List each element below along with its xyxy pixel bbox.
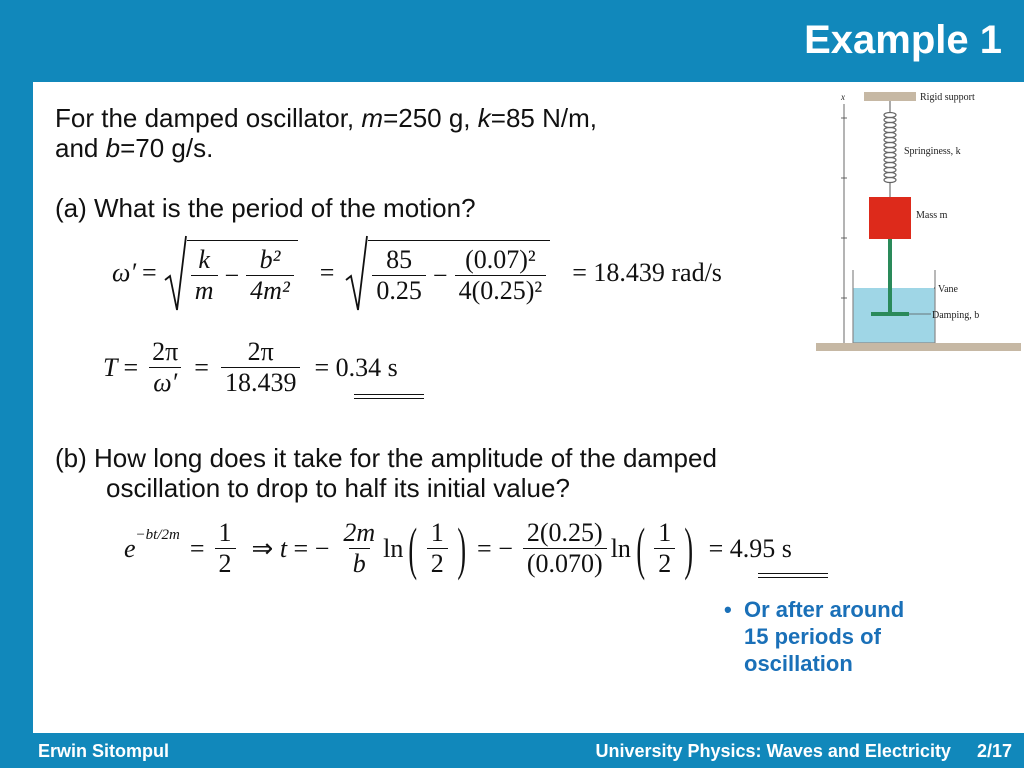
damping-label: Damping, b [932,310,980,321]
bullet-line2: 15 periods of [744,624,881,649]
spring-label: Springiness, k [904,146,961,157]
question-b-line1: (b) How long does it take for the amplitude of the damped [55,443,717,473]
axis-label: x [841,92,845,102]
fraction-k-over-m: $\frac{k}{m}$ [191,245,218,306]
fraction-mass-over-damping: $\frac{2(0.25)}{(0.070)}$ [523,518,607,579]
mass-label: Mass m [916,210,948,221]
damping-value: =70 g/s. [120,133,214,163]
period-symbol: T [103,352,118,382]
fraction-damping-term: $\frac{\text{(0.07)²}}{\text{4(0.25)²}}$ [455,245,547,306]
bullet-line1: Or after around [744,597,905,622]
bullet-icon: • [724,597,732,622]
decay-time-equation: $e^{-bt/2m}$ = $\frac{1}{2}$ ⇒ t = − $\frac{2m}{b}$ ln ( $\frac{1}{2}$ ) = − $\frac{2(0.25)}{(0.070)}$ ln ( $\frac{1}{2}$ ) = 4.95 s [124,516,792,581]
period-result-underline [354,394,424,399]
question-a: (a) What is the period of the motion? [55,193,476,223]
spring-constant-symbol: k [477,103,491,133]
omega-equation: ω′ = $\frac{k}{m}$ − $\frac{\text{b²}}{\text{4m²}}$ = $\frac{85}{0.25}$ − $\frac{\text{(0.07)²}}{\text{4(0.25)²}}$ = 18.439 rad/s [112,232,722,314]
footer-course: University Physics: Waves and Electricity [595,741,951,761]
equals-sign: = [142,258,157,287]
omega-result: = 18.439 rad/s [572,258,722,287]
fraction-one-half-ln2: $\frac{1}{2}$ [654,518,675,579]
fraction-2m-over-b: $\frac{2m}{b}$ [343,518,376,578]
bullet-note [724,596,984,677]
fraction-one-half-ln: $\frac{1}{2}$ [427,518,448,579]
period-equation: T = $\frac{2\pi}{\omega'}$ = $\frac{2\pi}{18.439}$ = 0.34 s [103,337,398,397]
sqrt-icon [344,232,368,314]
slide-title: Example 1 [804,18,1002,62]
footer-info [595,741,1012,762]
fraction-one-half: $\frac{1}{2}$ [215,518,236,579]
time-result: = 4.95 s [708,533,792,563]
intro-text: For the damped oscillator, [55,103,355,133]
period-result: = 0.34 s [314,352,398,382]
fraction-2pi-over-omega: $\frac{2\pi}{\omega'}$ [148,337,182,398]
exponential-term: $e^{-bt/2m}$ [124,526,180,563]
spring-constant-value: =85 N/m, [490,103,597,133]
fraction-85-over-025: $\frac{85}{0.25}$ [372,245,426,306]
vane-label: Vane [938,284,958,295]
problem-statement [55,103,597,163]
mass-value: =250 g, [383,103,471,133]
damped-oscillator-diagram [816,88,1021,353]
ground-base [816,343,1021,351]
time-result-underline [758,573,828,578]
vane-rod [888,239,892,314]
omega-prime-symbol: ω′ [112,258,137,287]
footer-page-number: 2/17 [976,741,1012,761]
rigid-support [864,92,916,101]
footer-author: Erwin Sitompul [38,741,170,761]
support-label: Rigid support [920,92,975,103]
question-b [55,443,717,503]
mass-block [869,197,911,239]
fraction-b2-over-4m2: $\frac{\text{b²}}{\text{4m²}}$ [246,245,294,306]
vane-plate [871,312,909,316]
sqrt-icon [163,232,187,314]
mass-symbol: m [361,103,384,133]
and-text: and [55,133,99,163]
bullet-line3: oscillation [744,651,853,676]
damping-symbol: b [105,133,121,163]
fraction-2pi-over-value: $\frac{2\pi}{18.439}$ [221,337,301,398]
spring-icon [884,113,896,183]
question-b-line2: oscillation to drop to half its initial value? [106,473,570,503]
